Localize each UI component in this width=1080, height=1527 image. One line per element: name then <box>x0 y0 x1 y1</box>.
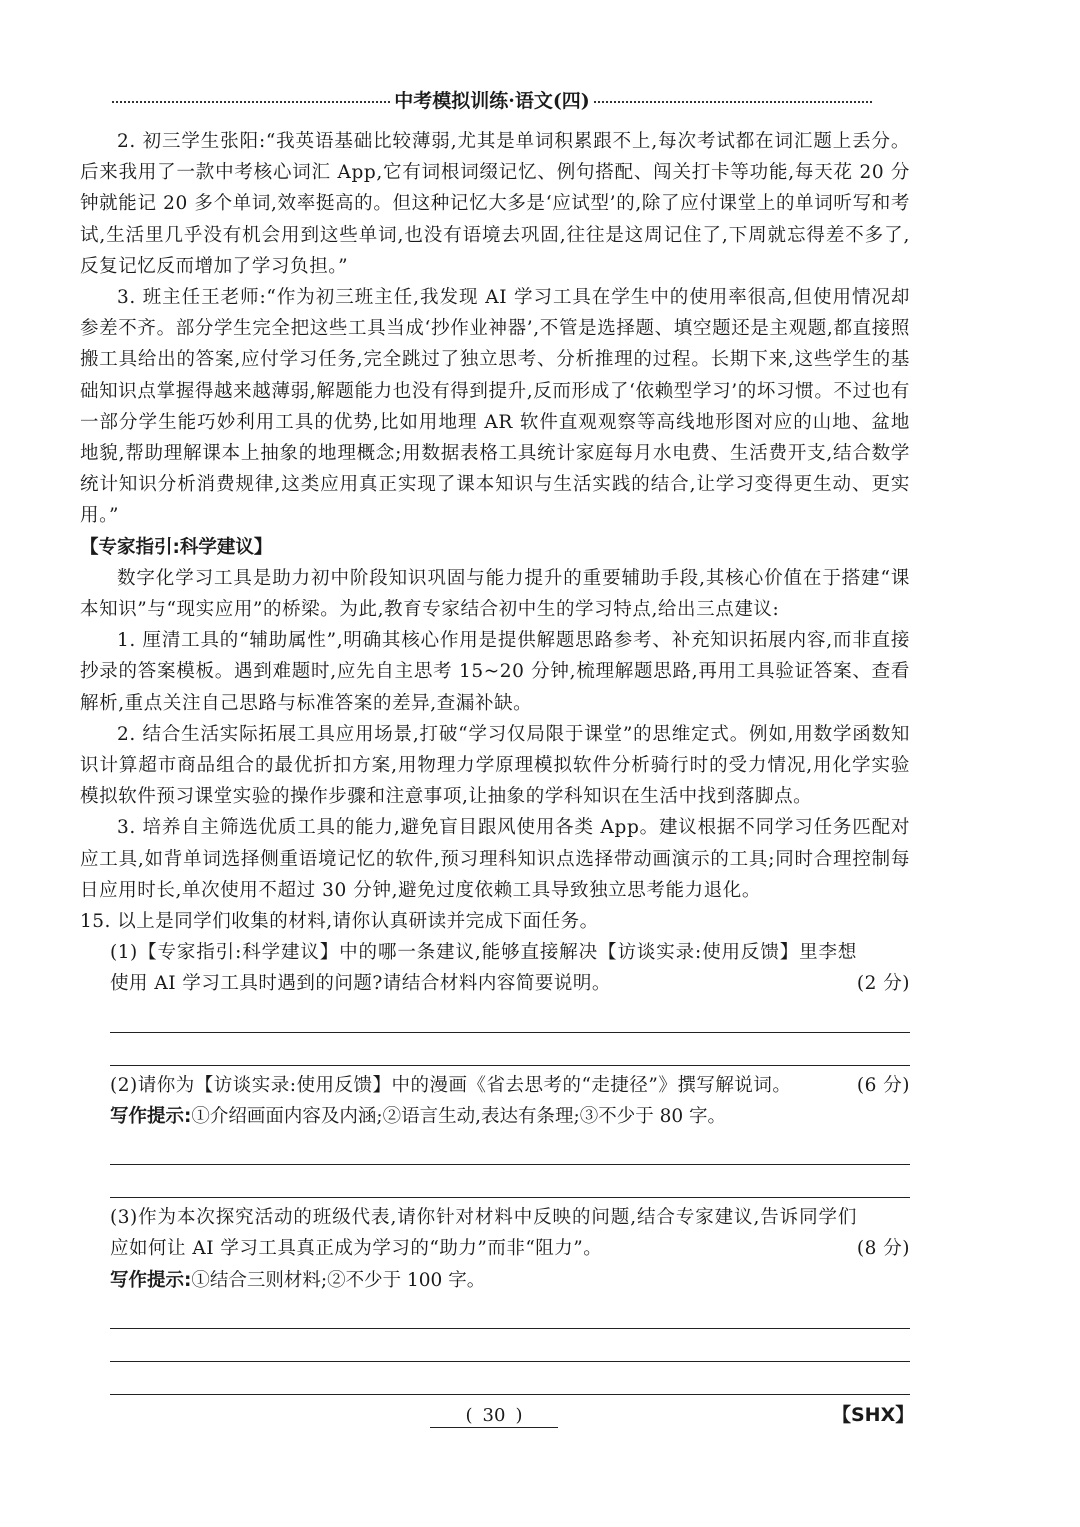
header-dots-left <box>112 101 390 103</box>
answer-line[interactable] <box>110 1000 910 1033</box>
hint-text: ①介绍画面内容及内涵;②语言生动,表达有条理;③不少于 80 字。 <box>191 1105 727 1127</box>
page-header <box>112 84 872 114</box>
expert-heading: 【专家指引:科学建议】 <box>80 536 273 558</box>
paragraph-expert-2: 2. 结合生活实际拓展工具应用场景,打破“学习仅局限于课堂”的思维定式。例如,用数学函数知识计算超市商品组合的最优折扣方案,用物理力学原理模拟软件分析骑行时的受力情况,用化学实验模拟软件预习课堂实验的操作步骤和注意事项,让抽象的学科知识在生活中找到落脚点。 <box>80 723 910 808</box>
answer-line[interactable] <box>110 1329 910 1362</box>
paragraph-expert-1: 1. 厘清工具的“辅助属性”,明确其核心作用是提供解题思路参考、补充知识拓展内容,而非直接抄录的答案模板。遇到难题时,应先自主思考 15~20 分钟,梳理解题思路,再用工具验证答案、查看解析,重点关注自己思路与标准答案的差异,查漏补缺。 <box>80 630 910 714</box>
paragraph-expert-3: 3. 培养自主筛选优质工具的能力,避免盲目跟风使用各类 App。建议根据不同学习任务匹配对应工具,如背单词选择侧重语境记忆的软件,预习理科知识点选择带动画演示的工具;同时合理控制每日应用时长,单次使用不超过 30 分钟,避免过度依赖工具导致独立思考能力退化。 <box>80 817 910 901</box>
page-number-underline <box>430 1427 558 1428</box>
question-1-text: (1)【专家指引:科学建议】中的哪一条建议,能够直接解决【访谈实录:使用反馈】里李想使用 AI 学习工具时遇到的问题?请结合材料内容简要说明。 <box>110 942 857 995</box>
question-1-score: (2 分) <box>856 973 910 995</box>
right-paren-icon: ) <box>515 1404 523 1426</box>
paragraph-interview-3: 3. 班主任王老师:“作为初三班主任,我发现 AI 学习工具在学生中的使用率很高,但使用情况却参差不齐。部分学生完全把这些工具当成‘抄作业神器’,不管是选择题、填空题还是主观题,都直接照搬工具给出的答案,应付学习任务,完全跳过了独立思考、分析推理的过程。长期下来,这些学生的基础知识点掌握得越来越薄弱,解题能力也没有得到提升,反而形成了‘依赖型学习’的坏习惯。不过也有一部分学生能巧妙利用工具的优势,比如用地理 AR 软件直观观察等高线地形图对应的山地、盆地地貌,帮助理解课本上抽象的地理概念;用数据表格工具统计家庭每月水电费、生活费开支,结合数学统计知识分析消费规律,这类应用真正实现了课本知识与生活实践的结合,让学习变得更生动、更实用。” <box>80 287 910 527</box>
page-number: 30 <box>482 1404 506 1426</box>
question-3 <box>80 1202 910 1264</box>
question-2-score: (6 分) <box>856 1074 910 1096</box>
question-3-score: (8 分) <box>856 1238 910 1260</box>
hint-label: 写作提示: <box>110 1269 192 1291</box>
hint-text: ①结合三则材料;②不少于 100 字。 <box>191 1269 486 1291</box>
edition-code: 【SHX】 <box>832 1404 915 1426</box>
answer-line[interactable] <box>110 1362 910 1395</box>
question-2-text: (2)请你为【访谈实录:使用反馈】中的漫画《省去思考的“走捷径”》撰写解说词。 <box>110 1074 792 1096</box>
answer-line[interactable] <box>110 1132 910 1165</box>
paragraph-interview-2: 2. 初三学生张阳:“我英语基础比较薄弱,尤其是单词积累跟不上,每次考试都在词汇题上丢分。后来我用了一款中考核心词汇 App,它有词根词缀记忆、例句搭配、闯关打卡等功能,每天花 20 分钟就能记 20 多个单词,效率挺高的。但这种记忆大多是‘应试型’的,除了应付课堂上的单词听写和考试,生活里几乎没有机会用到这些单词,也没有语境去巩固,往往是这周记住了,下周就忘得差不多了,反复记忆反而增加了学习负担。” <box>80 131 910 277</box>
header-title: 中考模拟训练·语文(四) <box>394 89 590 112</box>
question-2 <box>80 1070 910 1101</box>
question-stem: 15. 以上是同学们收集的材料,请你认真研读并完成下面任务。 <box>80 911 599 933</box>
question-1 <box>80 937 910 999</box>
paragraph-expert-intro: 数字化学习工具是助力初中阶段知识巩固与能力提升的重要辅助手段,其核心价值在于搭建“课本知识”与“现实应用”的桥梁。为此,教育专家结合初中生的学习特点,给出三点建议: <box>80 567 910 621</box>
question-3-hint <box>80 1265 910 1296</box>
question-2-hint <box>80 1101 910 1132</box>
header-dots-right <box>594 101 872 103</box>
page-footer <box>0 1398 1080 1432</box>
page-content <box>80 126 910 1395</box>
answer-line[interactable] <box>110 1033 910 1066</box>
page-number-box <box>430 1398 558 1432</box>
answer-line[interactable] <box>110 1296 910 1329</box>
question-3-text: (3)作为本次探究活动的班级代表,请你针对材料中反映的问题,结合专家建议,告诉同学们应如何让 AI 学习工具真正成为学习的“助力”而非“阻力”。 <box>110 1207 857 1260</box>
left-paren-icon: ( <box>465 1404 473 1426</box>
answer-line[interactable] <box>110 1165 910 1198</box>
hint-label: 写作提示: <box>110 1105 192 1127</box>
